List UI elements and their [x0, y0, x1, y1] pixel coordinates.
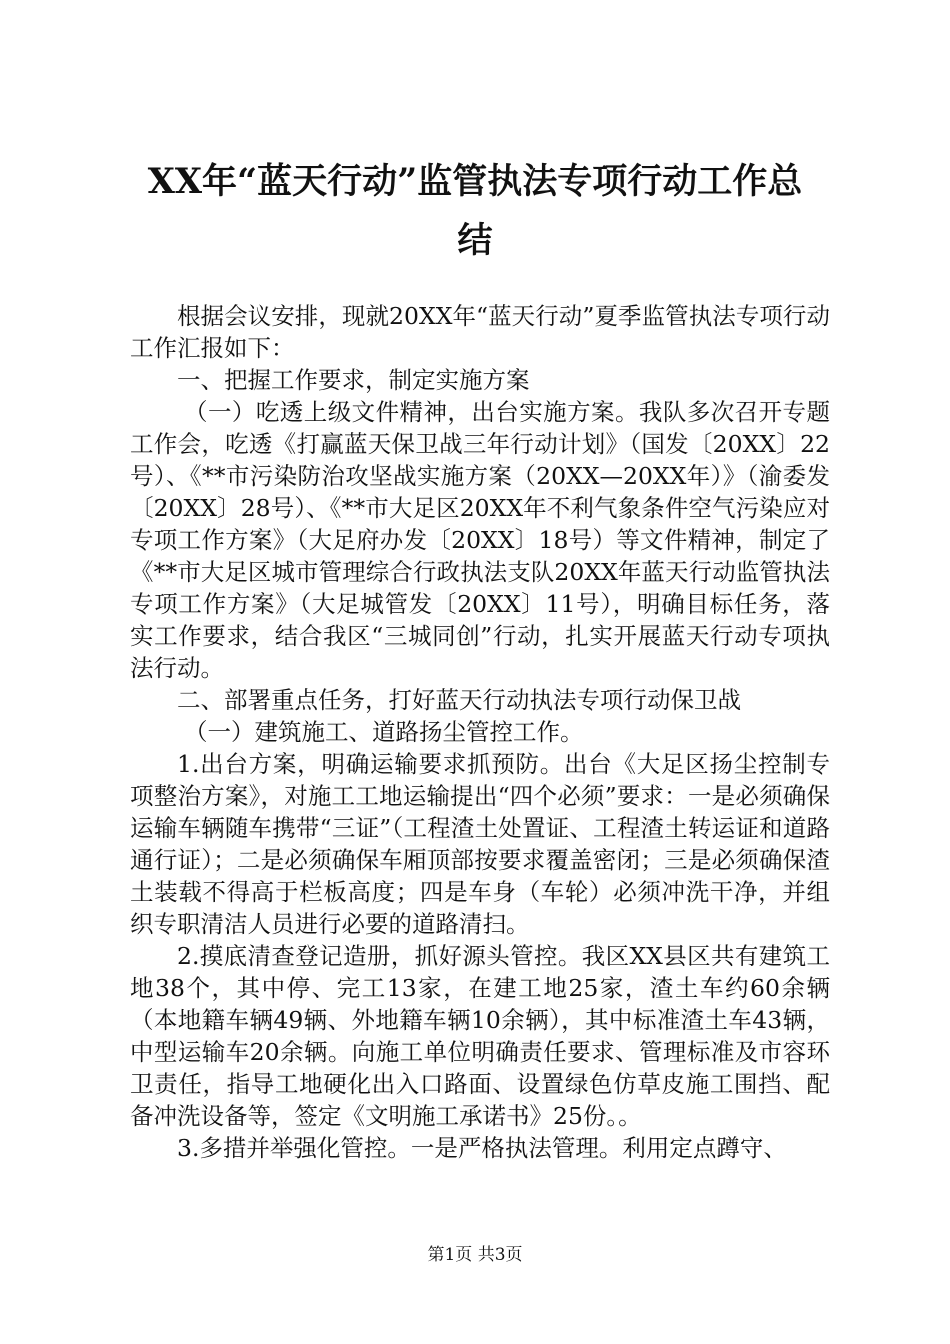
intro-paragraph: 根据会议安排，现就20XX年“蓝天行动”夏季监管执法专项行动工作汇报如下：: [130, 302, 830, 362]
document-title: [80, 158, 870, 265]
page-footer: 第1页 共3页: [427, 1245, 523, 1265]
subsection-paragraph-1-1: （一）吃透上级文件精神，出台实施方案。我队多次召开专题工作会，吃透《打赢蓝天保卫战三年行动计划》（国发〔20XX〕22号）、《**市污染防治攻坚战实施方案（20XX—20XX年）》（渝委发〔20XX〕28号）、《**市大足区20XX年不利气象条件空气污染应对专项工作方案》（大足府办发〔20XX〕18号）等文件精神，制定了《**市大足区城市管理综合行政执法支队20XX年蓝天行动监管执法专项工作方案》（大足城管发〔20XX〕11号），明确目标任务，落实工作要求，结合我区“三城同创”行动，扎实开展蓝天行动专项执法行动。: [130, 398, 830, 682]
subsection-heading-2-1: （一）建筑施工、道路扬尘管控工作。: [184, 718, 584, 746]
document-body: [130, 300, 830, 1164]
item-paragraph-3: 3.多措并举强化管控。一是严格执法管理。利用定点蹲守、: [177, 1134, 787, 1162]
title-line-1: XX年“蓝天行动”监管执法专项行动工作总: [147, 161, 803, 202]
section-heading-2: 二、部署重点任务，打好蓝天行动执法专项行动保卫战: [177, 686, 741, 714]
section-heading-1: 一、把握工作要求，制定实施方案: [177, 366, 530, 394]
item-paragraph-2: 2.摸底清查登记造册，抓好源头管控。我区XX县区共有建筑工地38个，其中停、完工13家，在建工地25家，渣土车约60余辆（本地籍车辆49辆、外地籍车辆10余辆），其中标准渣土车43辆，中型运输车20余辆。向施工单位明确责任要求、管理标准及市容环卫责任，指导工地硬化出入口路面、设置绿色仿草皮施工围挡、配备冲洗设备等，签定《文明施工承诺书》25份。。: [130, 942, 830, 1130]
item-paragraph-1: 1.出台方案，明确运输要求抓预防。出台《大足区扬尘控制专项整治方案》，对施工工地运输提出“四个必须”要求：一是必须确保运输车辆随车携带“三证”（工程渣土处置证、工程渣土转运证和道路通行证）；二是必须确保车厢顶部按要求覆盖密闭；三是必须确保渣土装载不得高于栏板高度；四是车身（车轮）必须冲洗干净，并组织专职清洁人员进行必要的道路清扫。: [130, 750, 830, 938]
title-line-2: 结: [457, 220, 493, 261]
